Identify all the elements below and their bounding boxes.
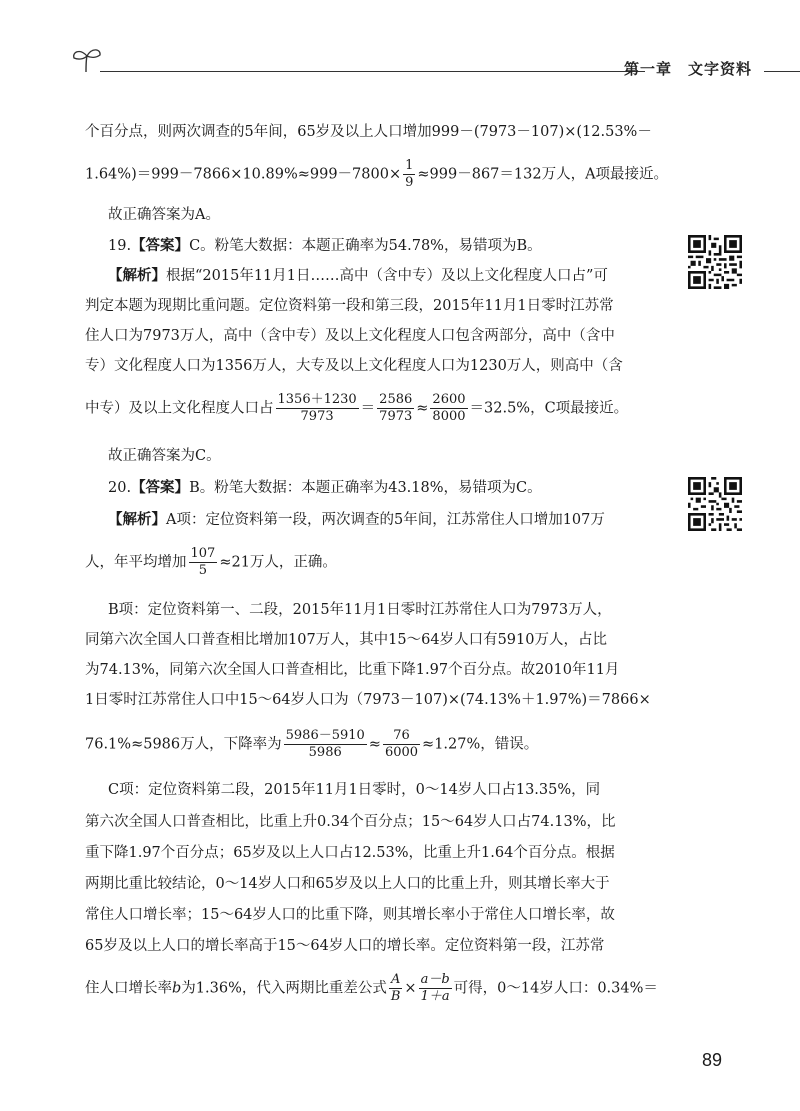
text-span: × xyxy=(404,980,417,997)
fraction-numerator: a－b xyxy=(420,972,450,987)
fraction-numerator: 1356＋1230 xyxy=(277,392,357,407)
fraction xyxy=(284,728,367,761)
text-line: 故正确答案为C。 xyxy=(108,448,221,464)
fraction xyxy=(383,728,420,761)
fraction-denominator: 6000 xyxy=(384,745,419,760)
answer-tag: 【答案】 xyxy=(131,479,190,496)
question-number: 19. xyxy=(108,238,132,254)
text-span: 中专）及以上文化程度人口占 xyxy=(85,400,274,417)
fraction-denominator: 1＋a xyxy=(420,989,450,1004)
text-line: 个百分点，则两次调查的5年间，65岁及以上人口增加999－(7973－107)×(12.53%－ xyxy=(85,124,652,140)
text-line xyxy=(85,546,665,579)
text-span: 根据“2015年11月1日……高中（含中专）及以上文化程度人口占”可 xyxy=(166,268,608,284)
text-line: 1日零时江苏常住人口中15～64岁人口为（7973－107)×(74.13%＋1.97%)＝7866× xyxy=(85,692,651,708)
fraction xyxy=(403,158,415,191)
fraction-denominator: B xyxy=(390,989,401,1004)
fraction-numerator: A xyxy=(389,972,403,989)
text-line xyxy=(85,972,665,1005)
text-line: B项：定位资料第一、二段，2015年11月1日零时江苏常住人口为7973万人， xyxy=(108,602,612,618)
text-span: ＝32.5%，C项最接近。 xyxy=(469,400,629,417)
fraction-denominator: 5 xyxy=(198,563,208,578)
text-line: 故正确答案为A。 xyxy=(108,207,220,223)
text-line: 专）文化程度人口为1356万人，大专及以上文化程度人口为1230万人，则高中（含 xyxy=(85,358,623,374)
fraction xyxy=(189,546,218,579)
text-span: ≈21万人，正确。 xyxy=(219,554,337,571)
fraction-denominator: 7973 xyxy=(300,409,334,424)
fraction-numerator: 2586 xyxy=(379,392,413,407)
fraction-numerator: 107 xyxy=(190,546,216,561)
text-line: 判定本题为现期比重问题。定位资料第一段和第三段，2015年11月1日零时江苏常 xyxy=(85,298,614,314)
variable: b xyxy=(172,980,182,997)
fraction-numerator: 76 xyxy=(383,728,420,745)
text-span: 可得，0～14岁人口：0.34%＝ xyxy=(453,980,658,997)
page-header xyxy=(70,44,760,84)
page-number: 89 xyxy=(702,1050,723,1070)
fraction-denominator: 5986 xyxy=(308,745,342,760)
analysis-tag: 【解析】 xyxy=(108,267,166,284)
fraction xyxy=(389,972,403,1005)
fraction-numerator: 2600 xyxy=(432,392,466,407)
text-span: A项：定位资料第一段，两次调查的5年间，江苏常住人口增加107万 xyxy=(166,512,605,528)
text-span: 人，年平均增加 xyxy=(85,554,187,571)
header-rule-tail xyxy=(764,71,800,72)
fraction-denominator: 9 xyxy=(405,175,414,190)
text-line xyxy=(108,266,688,286)
text-span: ≈1.27%，错误。 xyxy=(422,736,539,753)
text-line: 住人口为7973万人，高中（含中专）及以上文化程度人口包含两部分，高中（含中 xyxy=(85,328,615,344)
text-line: C项：定位资料第二段，2015年11月1日零时，0～14岁人口占13.35%，同 xyxy=(108,782,601,798)
text-line: 同第六次全国人口普查相比增加107万人，其中15～64岁人口有5910万人，占比 xyxy=(85,632,607,648)
text-span: B。粉笔大数据：本题正确率为43.18%，易错项为C。 xyxy=(189,480,542,496)
text-span: 1.64%)＝999－7866×10.89%≈999－7800× xyxy=(85,166,402,183)
fraction xyxy=(419,972,452,1005)
answer-line xyxy=(108,478,688,498)
header-rule xyxy=(100,71,645,72)
text-span: ＝ xyxy=(360,400,376,417)
fraction xyxy=(430,392,467,425)
text-span: ≈ xyxy=(368,736,381,753)
text-line: 第六次全国人口普查相比，比重上升0.34个百分点；15～64岁人口占74.13%，比 xyxy=(85,814,616,830)
fraction-denominator: 7973 xyxy=(379,409,413,424)
text-line: 65岁及以上人口的增长率高于15～64岁人口的增长率。定位资料第一段，江苏常 xyxy=(85,938,605,954)
text-line xyxy=(85,728,665,761)
text-line: 两期比重比较结论，0～14岁人口和65岁及以上人口的比重上升，则其增长率大于 xyxy=(85,876,610,892)
text-line: 常住人口增长率；15～64岁人口的比重下降，则其增长率小于常住人口增长率，故 xyxy=(85,907,615,923)
answer-line xyxy=(108,236,688,256)
fraction-numerator: 5986－5910 xyxy=(285,728,365,743)
fraction xyxy=(276,392,359,425)
text-line: 重下降1.97个百分点；65岁及以上人口占12.53%，比重上升1.64个百分点。根据 xyxy=(85,845,615,861)
fraction-numerator: 1 xyxy=(405,158,414,173)
qr-code-icon[interactable] xyxy=(688,235,742,289)
fraction xyxy=(377,392,414,425)
answer-tag: 【答案】 xyxy=(131,237,190,254)
text-line xyxy=(85,158,669,191)
question-number: 20. xyxy=(108,480,132,496)
text-span: 为1.36%，代入两期比重差公式 xyxy=(181,980,387,997)
text-span: ≈ xyxy=(416,400,429,417)
chapter-title: 第一章 文字资料 xyxy=(623,60,752,78)
sprout-icon xyxy=(70,44,104,74)
text-line: 为74.13%，同第六次全国人口普查相比，比重下降1.97个百分点。故2010年11月 xyxy=(85,662,620,678)
qr-code-icon[interactable] xyxy=(688,477,742,531)
text-span: 76.1%≈5986万人，下降率为 xyxy=(85,736,282,753)
text-line xyxy=(108,510,688,530)
text-span: 住人口增长率 xyxy=(85,980,172,997)
text-span: C。粉笔大数据：本题正确率为54.78%，易错项为B。 xyxy=(189,238,542,254)
text-span: ≈999－867＝132万人，A项最接近。 xyxy=(417,166,669,183)
analysis-tag: 【解析】 xyxy=(108,511,166,528)
fraction-denominator: 8000 xyxy=(432,409,466,424)
text-line xyxy=(85,392,665,425)
